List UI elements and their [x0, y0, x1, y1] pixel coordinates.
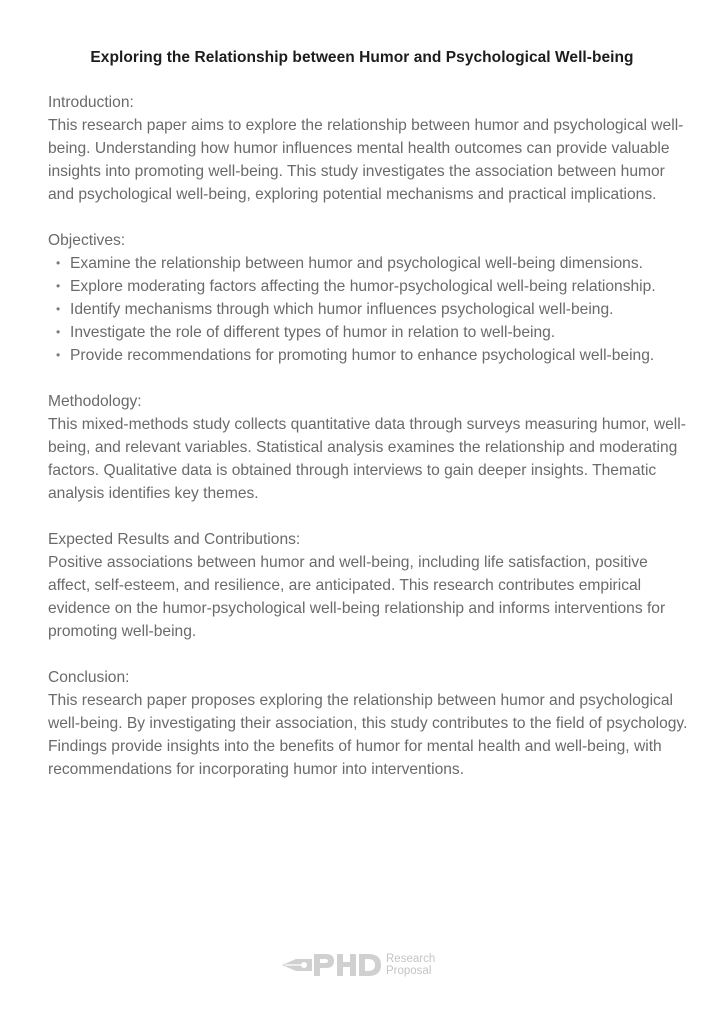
section-introduction — [48, 91, 688, 206]
section-heading: Introduction: — [48, 94, 134, 111]
section-conclusion — [48, 666, 688, 781]
document-body — [48, 91, 688, 804]
section-heading: Methodology: — [48, 393, 142, 410]
list-item: • Examine the relationship between humor and psychological well-being dimensions. — [48, 252, 688, 275]
logo-line-2: Proposal — [386, 965, 432, 977]
section-heading: Expected Results and Contributions: — [48, 531, 301, 548]
section-heading: Objectives: — [48, 232, 126, 249]
list-item: • Provide recommendations for promoting humor to enhance psychological well-being. — [48, 344, 688, 367]
document-title: Exploring the Relationship between Humor and Psychological Well-being — [90, 49, 634, 66]
list-item: • Identify mechanisms through which humor influences psychological well-being. — [48, 298, 688, 321]
footer-logo — [282, 951, 435, 979]
section-text: This research paper proposes exploring the relationship between humor and psychological well-being. By investigating their association, this study contributes to the field of psychology. Findings provide insights into the benefits of humor for mental health and well-being, with recommendations for incorporating humor into interventions. — [48, 692, 688, 778]
section-expected-results — [48, 528, 688, 643]
section-text: Positive associations between humor and well-being, including life satisfaction, positive affect, self-esteem, and resilience, are anticipated. This research contributes empirical evidence on the humor-psychological well-being relationship and informs interventions for promoting well-being. — [48, 554, 666, 640]
pen-nib-icon — [282, 951, 382, 979]
objectives-list — [48, 252, 688, 367]
section-heading: Conclusion: — [48, 669, 130, 686]
section-text: This research paper aims to explore the relationship between humor and psychological well-being. Understanding how humor influences mental health outcomes can provide valuable insights into promoting well-being. This study investigates the association between humor and psychological well-being, exploring potential mechanisms and practical implications. — [48, 117, 684, 203]
section-objectives — [48, 229, 688, 367]
logo-wordmark — [386, 953, 435, 978]
section-text: This mixed-methods study collects quantitative data through surveys measuring humor, well-being, and relevant variables. Statistical analysis examines the relationship and moderating factors. Qualitative data is obtained through interviews to gain deeper insights. Thematic analysis identifies key themes. — [48, 416, 686, 502]
list-item: • Investigate the role of different types of humor in relation to well-being. — [48, 321, 688, 344]
logo-line-1: Research — [386, 952, 436, 965]
section-methodology — [48, 390, 688, 505]
list-item: • Explore moderating factors affecting the humor-psychological well-being relationship. — [48, 275, 688, 298]
